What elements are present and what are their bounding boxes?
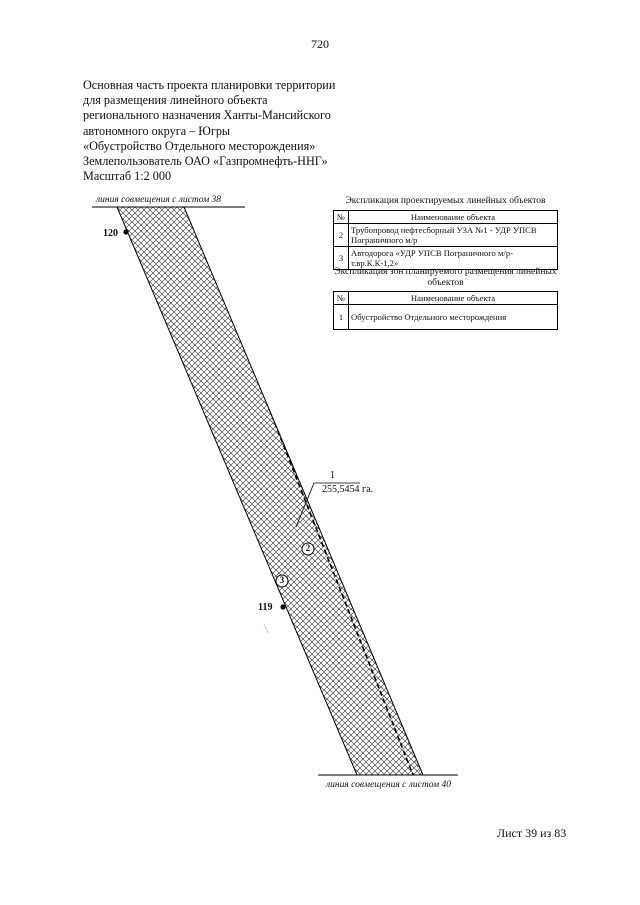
row-num: 3 <box>334 247 349 270</box>
header-num: № <box>334 292 349 305</box>
legend-zones-table <box>333 291 558 330</box>
zone-number-label: 1 <box>330 470 335 481</box>
header-name: Наименование объекта <box>349 211 558 224</box>
legend-lines-table <box>333 210 558 270</box>
title-line: Основная часть проекта планировки территории <box>83 78 336 92</box>
scale-text: Масштаб 1:2 000 <box>83 169 172 184</box>
header-num: № <box>334 211 349 224</box>
sheet-footer: Лист 39 из 83 <box>497 826 567 840</box>
title-line: автономного округа – Югры <box>83 123 231 138</box>
page-number: 720 <box>311 37 329 51</box>
title-line: «Обустройство Отдельного месторождения» <box>83 138 316 153</box>
row-num: 2 <box>334 224 349 247</box>
table-row <box>334 224 558 247</box>
survey-annotation: ~~~ <box>260 623 271 635</box>
title-line: Землепользователь ОАО «Газпромнефть-ННГ» <box>83 154 328 169</box>
row-num: 1 <box>334 305 349 330</box>
row-name: Автодорога «УДР УПСВ Пограничного м/р-т.вр.К.К-1,2» <box>349 247 558 270</box>
title-line: для размещения линейного объекта <box>83 93 268 108</box>
point-119-label: 119 <box>258 602 273 613</box>
object-marker-2-label: 2 <box>305 543 311 553</box>
join-line-top-label: линия совмещения с листом 38 <box>96 195 222 205</box>
title-line: регионального назначения Ханты-Мансийского <box>83 108 331 123</box>
row-name: Обустройство Отдельного месторождения <box>349 305 558 330</box>
header-name: Наименование объекта <box>349 292 558 305</box>
boundary-point-119 <box>280 604 285 609</box>
row-name: Трубопровод нефтесборный УЗА №1 - УДР УПСВ Пограничного м/р <box>349 224 558 247</box>
object-marker-3-label: 3 <box>279 575 285 585</box>
legend-lines-title: Экспликация проектируемых линейных объектов <box>345 196 546 206</box>
table-row <box>334 305 558 330</box>
boundary-point-120 <box>123 229 128 234</box>
join-line-bottom-label: линия совмещения с листом 40 <box>326 780 452 790</box>
point-120-label: 120 <box>103 228 118 239</box>
zone-area-label: 255,5454 га. <box>322 484 374 495</box>
table-header-row <box>334 292 558 305</box>
legend-zones-title: Экспликация зон планируемого размещения линейных объектов <box>334 267 557 288</box>
table-header-row <box>334 211 558 224</box>
